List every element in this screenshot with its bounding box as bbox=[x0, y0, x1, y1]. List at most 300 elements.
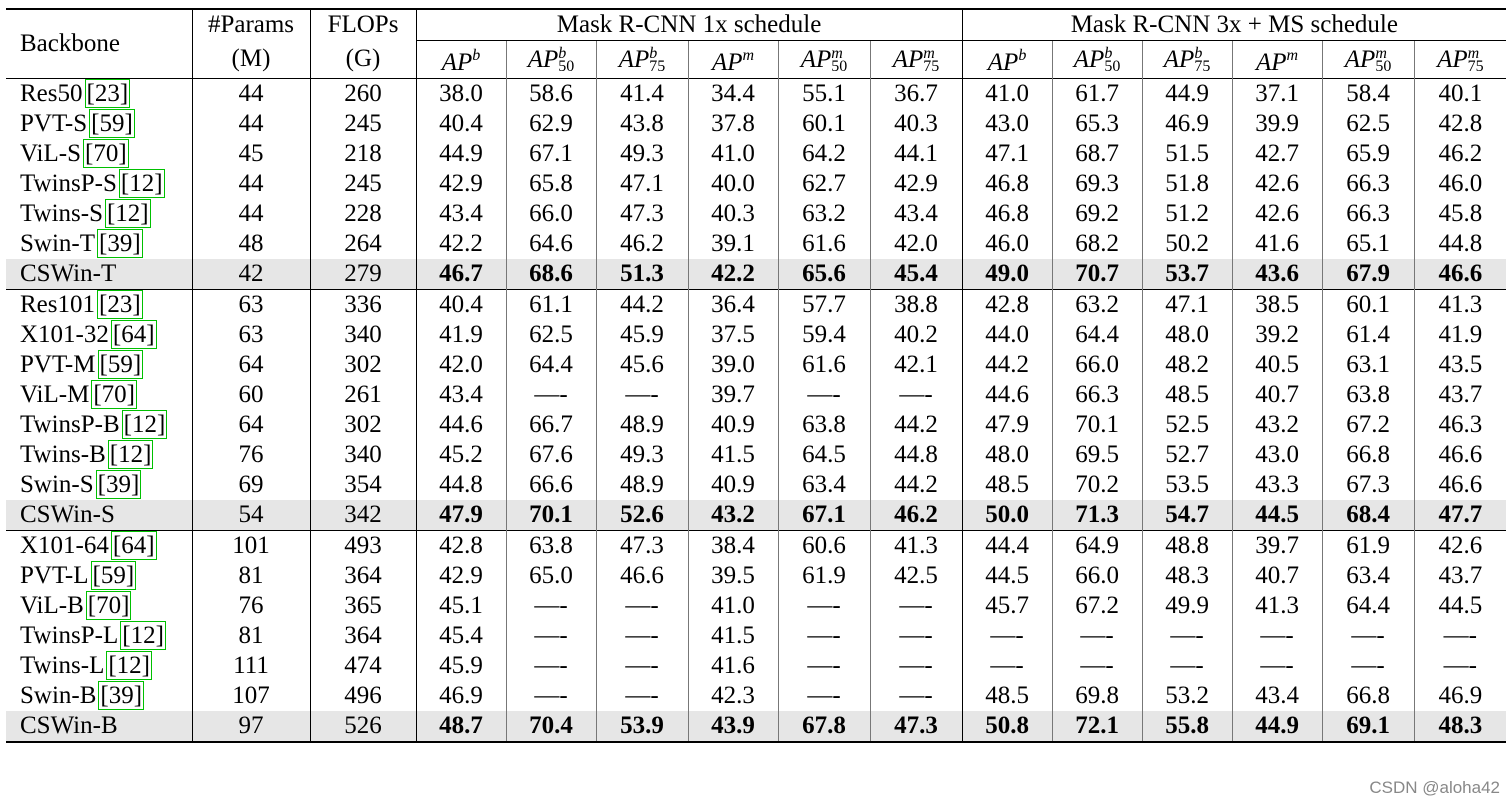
header-row-2 bbox=[6, 41, 1506, 79]
metric-cell: —- bbox=[1414, 651, 1506, 681]
metric-cell: 46.6 bbox=[1414, 440, 1506, 470]
metric-cell: —- bbox=[596, 651, 688, 681]
table-row bbox=[6, 199, 1506, 229]
metric-cell: 42.6 bbox=[1414, 531, 1506, 562]
table-row-highlight bbox=[6, 259, 1506, 290]
table-row bbox=[6, 470, 1506, 500]
metric-cell: 47.1 bbox=[985, 140, 1029, 167]
metric-cell: 51.5 bbox=[1142, 139, 1232, 169]
params-unit: (M) bbox=[192, 41, 310, 79]
metric-cell: 50.0 bbox=[962, 500, 1052, 531]
metric-cell: 42.0 bbox=[439, 351, 483, 378]
metric-cell: 40.1 bbox=[1414, 79, 1506, 110]
metric-cell: 44.2 bbox=[985, 351, 1029, 378]
metric-cell: 55.1 bbox=[778, 79, 870, 110]
params-cell: 64 bbox=[192, 350, 310, 380]
params-cell: 64 bbox=[192, 410, 310, 440]
table-row bbox=[6, 410, 1506, 440]
metric-cell: 42.9 bbox=[870, 169, 962, 199]
metric-cell: 45.1 bbox=[439, 592, 483, 619]
table-row bbox=[6, 109, 1506, 139]
metric-cell: 63.8 bbox=[778, 410, 870, 440]
metric-cell: 69.8 bbox=[1052, 681, 1142, 711]
metric-cell: 44.1 bbox=[870, 139, 962, 169]
metric-cell: 57.7 bbox=[778, 290, 870, 321]
flops-cell: 218 bbox=[310, 139, 416, 169]
citation-link[interactable]: [64] bbox=[112, 321, 155, 348]
metric-cell: 46.9 bbox=[1414, 681, 1506, 711]
metric-cell: 44.5 bbox=[1414, 591, 1506, 621]
params-cell: 81 bbox=[192, 561, 310, 591]
metric-cell: 58.4 bbox=[1322, 79, 1414, 110]
metric-cell: 66.8 bbox=[1322, 440, 1414, 470]
citation-link[interactable]: [23] bbox=[99, 291, 141, 318]
metric-cell: 43.4 bbox=[439, 200, 483, 227]
metric-cell: —- bbox=[506, 591, 596, 621]
flops-cell: 354 bbox=[310, 470, 416, 500]
metric-cell: 64.4 bbox=[1052, 320, 1142, 350]
metric-cell: 43.4 bbox=[870, 199, 962, 229]
backbone-cell bbox=[6, 259, 192, 290]
metric-cell: 68.4 bbox=[1322, 500, 1414, 531]
metric-cell: 44.9 bbox=[1142, 79, 1232, 110]
metric-supsub bbox=[649, 44, 666, 75]
metric-cell: 68.2 bbox=[1052, 229, 1142, 259]
metric-cell: 40.3 bbox=[688, 199, 778, 229]
citation-link[interactable]: [70] bbox=[85, 140, 127, 167]
citation-link[interactable]: [12] bbox=[108, 652, 151, 679]
metric-cell: 39.7 bbox=[688, 380, 778, 410]
metric-cell: 67.2 bbox=[1322, 410, 1414, 440]
metric-sup: m bbox=[742, 47, 755, 64]
metric-cell: 65.9 bbox=[1322, 139, 1414, 169]
metric-cell: 46.3 bbox=[1414, 410, 1506, 440]
metric-cell: 41.9 bbox=[439, 321, 483, 348]
metric-cell: 39.5 bbox=[688, 561, 778, 591]
metric-cell: 70.1 bbox=[1052, 410, 1142, 440]
citation-link[interactable]: [59] bbox=[92, 562, 135, 589]
params-cell: 54 bbox=[192, 500, 310, 531]
metric-cell: —- bbox=[1052, 621, 1142, 651]
metric-header bbox=[416, 41, 506, 79]
metric-cell: 51.8 bbox=[1142, 169, 1232, 199]
metric-sup: b bbox=[1104, 44, 1113, 62]
metric-cell: 42.6 bbox=[1232, 169, 1322, 199]
backbone-name: PVT-S bbox=[20, 110, 88, 137]
backbone-cell bbox=[6, 470, 192, 500]
metric-cell: 67.6 bbox=[506, 440, 596, 470]
metric-cell: 64.6 bbox=[506, 229, 596, 259]
params-cell: 63 bbox=[192, 320, 310, 350]
table-row bbox=[6, 139, 1506, 169]
metric-cell: 67.3 bbox=[1322, 470, 1414, 500]
metric-cell: 66.8 bbox=[1322, 681, 1414, 711]
flops-cell: 474 bbox=[310, 651, 416, 681]
metric-cell: 69.5 bbox=[1052, 440, 1142, 470]
backbone-cell bbox=[6, 681, 192, 711]
metric-cell: 60.1 bbox=[778, 109, 870, 139]
metric-cell: 63.2 bbox=[1052, 290, 1142, 321]
metric-cell: 46.6 bbox=[1414, 259, 1506, 290]
metric-cell: 65.6 bbox=[778, 259, 870, 290]
metric-cell: 42.1 bbox=[870, 350, 962, 380]
metric-cell: 44.6 bbox=[439, 411, 483, 438]
backbone-name: PVT-L bbox=[20, 562, 89, 589]
metric-cell: —- bbox=[1052, 651, 1142, 681]
flops-cell: 364 bbox=[310, 621, 416, 651]
metric-cell: 47.9 bbox=[985, 411, 1029, 438]
params-cell: 69 bbox=[192, 470, 310, 500]
metric-cell: 38.0 bbox=[416, 79, 506, 110]
metric-cell: 44.9 bbox=[1232, 711, 1322, 742]
metric-cell: 68.7 bbox=[1052, 139, 1142, 169]
params-cell: 97 bbox=[192, 711, 310, 742]
metric-cell: 45.6 bbox=[596, 350, 688, 380]
citation-link[interactable]: [39] bbox=[100, 682, 143, 709]
metric-cell: 69.3 bbox=[1052, 169, 1142, 199]
table-row bbox=[6, 651, 1506, 681]
flops-cell: 302 bbox=[310, 410, 416, 440]
metric-cell: 43.6 bbox=[1232, 259, 1322, 290]
backbone-cell bbox=[6, 350, 192, 380]
metric-cell: 66.3 bbox=[1052, 380, 1142, 410]
metric-cell: 43.0 bbox=[985, 110, 1029, 137]
metric-cell: 54.7 bbox=[1142, 500, 1232, 531]
metric-header bbox=[688, 41, 778, 79]
backbone-name: TwinsP-B bbox=[20, 411, 120, 438]
table-row bbox=[6, 79, 1506, 110]
metric-cell: 42.7 bbox=[1232, 139, 1322, 169]
metric-header bbox=[1322, 41, 1414, 79]
backbone-name: Twins-B bbox=[20, 441, 106, 468]
metric-supsub bbox=[1467, 44, 1484, 75]
citation-link[interactable]: [12] bbox=[122, 622, 164, 649]
metric-cell: 40.2 bbox=[870, 320, 962, 350]
header-row-1 bbox=[6, 9, 1506, 41]
params-cell: 44 bbox=[192, 199, 310, 229]
metric-cell: 49.3 bbox=[596, 440, 688, 470]
metric-cell: —- bbox=[870, 591, 962, 621]
table-row bbox=[6, 681, 1506, 711]
citation-link[interactable]: [64] bbox=[112, 532, 155, 559]
metric-cell: —- bbox=[1232, 651, 1322, 681]
metric-cell: 40.9 bbox=[688, 470, 778, 500]
metric-cell: 64.4 bbox=[1322, 591, 1414, 621]
metric-base: AP bbox=[892, 45, 924, 73]
metric-cell: 51.2 bbox=[1142, 199, 1232, 229]
metric-cell: 47.1 bbox=[1142, 290, 1232, 321]
metric-sup: b bbox=[649, 44, 658, 62]
metric-base: AP bbox=[987, 49, 1019, 76]
table-row bbox=[6, 440, 1506, 470]
metric-cell: 36.7 bbox=[870, 79, 962, 110]
metric-sup: b bbox=[1194, 44, 1203, 62]
backbone-cell bbox=[6, 169, 192, 199]
metric-sup: b bbox=[472, 47, 481, 64]
flops-cell: 493 bbox=[310, 531, 416, 562]
metric-cell: 44.9 bbox=[439, 140, 483, 167]
metric-cell: 40.5 bbox=[1232, 350, 1322, 380]
flops-cell: 279 bbox=[310, 259, 416, 290]
metric-cell: 62.9 bbox=[506, 109, 596, 139]
metric-cell: 41.5 bbox=[688, 440, 778, 470]
flops-cell: 526 bbox=[310, 711, 416, 742]
metric-sub: 75 bbox=[1194, 57, 1211, 75]
table-row bbox=[6, 621, 1506, 651]
table-row-highlight bbox=[6, 500, 1506, 531]
backbone-name: Swin-T bbox=[20, 230, 95, 257]
metric-cell: 65.0 bbox=[506, 561, 596, 591]
metric-cell: 43.3 bbox=[1232, 470, 1322, 500]
metric-cell: 66.3 bbox=[1322, 199, 1414, 229]
metric-cell: 48.5 bbox=[985, 471, 1029, 498]
params-header: #Params bbox=[192, 9, 310, 41]
metric-cell: —- bbox=[1232, 621, 1322, 651]
citation-link[interactable]: [12] bbox=[109, 441, 152, 468]
metric-cell: 60.6 bbox=[778, 531, 870, 562]
metric-cell: 63.4 bbox=[1322, 561, 1414, 591]
metric-cell: 64.4 bbox=[506, 350, 596, 380]
metric-cell: 40.9 bbox=[688, 410, 778, 440]
metric-cell: 49.9 bbox=[1142, 591, 1232, 621]
flops-cell: 245 bbox=[310, 169, 416, 199]
table-row bbox=[6, 380, 1506, 410]
metric-cell: 46.2 bbox=[596, 229, 688, 259]
metric-cell: 44.5 bbox=[985, 562, 1029, 589]
metric-sup: m bbox=[1286, 47, 1299, 64]
backbone-cell bbox=[6, 199, 192, 229]
citation-link[interactable]: [12] bbox=[120, 170, 163, 197]
metric-cell: 43.7 bbox=[1414, 561, 1506, 591]
metric-cell: —- bbox=[596, 380, 688, 410]
citation-link[interactable]: [59] bbox=[99, 351, 142, 378]
metric-cell: 44.8 bbox=[870, 440, 962, 470]
metric-cell: —- bbox=[506, 380, 596, 410]
metric-cell: 46.0 bbox=[1414, 169, 1506, 199]
table-row bbox=[6, 591, 1506, 621]
backbone-name: TwinsP-S bbox=[20, 170, 117, 197]
metric-cell: 45.4 bbox=[870, 259, 962, 290]
metric-cell: 46.8 bbox=[985, 200, 1029, 227]
metric-cell: 58.6 bbox=[506, 79, 596, 110]
metric-cell: 43.2 bbox=[688, 500, 778, 531]
citation-link[interactable]: [12] bbox=[106, 200, 149, 227]
backbone-name: Res101 bbox=[20, 291, 95, 318]
backbone-cell bbox=[6, 561, 192, 591]
metric-cell: 70.1 bbox=[506, 500, 596, 531]
table-body bbox=[6, 79, 1506, 743]
table-row bbox=[6, 290, 1506, 321]
metric-cell: 48.5 bbox=[1142, 380, 1232, 410]
metric-cell: 53.7 bbox=[1142, 259, 1232, 290]
metric-sub: 50 bbox=[1104, 57, 1121, 75]
metric-cell: 41.3 bbox=[870, 531, 962, 562]
backbone-cell bbox=[6, 440, 192, 470]
params-cell: 48 bbox=[192, 229, 310, 259]
metric-cell: 45.4 bbox=[439, 622, 483, 649]
citation-link[interactable]: [70] bbox=[93, 381, 135, 408]
table-row bbox=[6, 531, 1506, 562]
metric-cell: 70.7 bbox=[1052, 259, 1142, 290]
metric-sub: 50 bbox=[558, 57, 575, 75]
params-cell: 44 bbox=[192, 169, 310, 199]
metric-cell: 49.0 bbox=[962, 259, 1052, 290]
metric-cell: 52.7 bbox=[1142, 440, 1232, 470]
metric-base: AP bbox=[1344, 45, 1376, 73]
metric-cell: —- bbox=[1414, 621, 1506, 651]
flops-cell: 340 bbox=[310, 440, 416, 470]
metric-cell: 42.5 bbox=[870, 561, 962, 591]
flops-cell: 261 bbox=[310, 380, 416, 410]
metric-cell: 41.6 bbox=[1232, 229, 1322, 259]
backbone-name: Swin-B bbox=[20, 682, 97, 709]
metric-cell: 42.8 bbox=[416, 531, 506, 562]
backbone-cell bbox=[6, 229, 192, 259]
metric-cell: 48.7 bbox=[416, 711, 506, 742]
metric-cell: 43.4 bbox=[1232, 681, 1322, 711]
metric-cell: —- bbox=[870, 380, 962, 410]
flops-cell: 364 bbox=[310, 561, 416, 591]
metric-cell: 40.7 bbox=[1232, 561, 1322, 591]
flops-cell: 264 bbox=[310, 229, 416, 259]
metric-base: AP bbox=[1256, 49, 1287, 76]
metric-cell: 67.8 bbox=[778, 711, 870, 742]
metric-cell: 46.8 bbox=[985, 170, 1029, 197]
metric-cell: 41.0 bbox=[962, 79, 1052, 110]
metric-cell: 47.7 bbox=[1414, 500, 1506, 531]
metric-cell: 47.3 bbox=[596, 531, 688, 562]
flops-cell: 228 bbox=[310, 199, 416, 229]
params-cell: 76 bbox=[192, 440, 310, 470]
metric-cell: 67.9 bbox=[1322, 259, 1414, 290]
flops-cell: 365 bbox=[310, 591, 416, 621]
flops-unit: (G) bbox=[310, 41, 416, 79]
metric-cell: —- bbox=[1142, 621, 1232, 651]
results-table bbox=[6, 8, 1506, 743]
metric-cell: 46.0 bbox=[985, 230, 1029, 257]
metric-cell: 53.5 bbox=[1142, 470, 1232, 500]
metric-cell: 39.1 bbox=[688, 229, 778, 259]
metric-cell: 52.5 bbox=[1142, 410, 1232, 440]
metric-cell: 67.1 bbox=[778, 500, 870, 531]
citation-link[interactable]: [70] bbox=[87, 592, 130, 619]
backbone-name: Twins-S bbox=[20, 200, 103, 227]
metric-cell: 52.6 bbox=[596, 500, 688, 531]
metric-cell: —- bbox=[990, 622, 1024, 649]
metric-cell: 48.3 bbox=[1142, 561, 1232, 591]
citation-link[interactable]: [39] bbox=[97, 471, 140, 498]
metric-cell: 37.1 bbox=[1232, 79, 1322, 110]
flops-cell: 245 bbox=[310, 109, 416, 139]
metric-cell: 53.2 bbox=[1142, 681, 1232, 711]
table-row bbox=[6, 320, 1506, 350]
backbone-name: ViL-S bbox=[20, 140, 81, 167]
metric-cell: 63.2 bbox=[778, 199, 870, 229]
metric-cell: 48.0 bbox=[1142, 320, 1232, 350]
metric-supsub bbox=[1194, 44, 1211, 75]
metric-cell: 55.8 bbox=[1142, 711, 1232, 742]
flops-cell: 336 bbox=[310, 290, 416, 321]
metric-cell: 53.9 bbox=[596, 711, 688, 742]
metric-cell: 48.5 bbox=[985, 682, 1029, 709]
metric-cell: 48.3 bbox=[1414, 711, 1506, 742]
metric-supsub bbox=[831, 44, 848, 75]
metric-sup: b bbox=[1018, 47, 1027, 64]
metric-cell: 37.8 bbox=[688, 109, 778, 139]
citation-link[interactable]: [23] bbox=[86, 80, 129, 107]
metric-cell: 43.4 bbox=[439, 381, 483, 408]
metric-cell: 64.5 bbox=[778, 440, 870, 470]
metric-cell: 44.5 bbox=[1232, 500, 1322, 531]
metric-base: AP bbox=[527, 45, 559, 73]
metric-cell: 42.2 bbox=[688, 259, 778, 290]
metric-cell: —- bbox=[506, 621, 596, 651]
backbone-cell bbox=[6, 79, 192, 110]
metric-sup: m bbox=[1375, 44, 1387, 62]
metric-cell: 41.6 bbox=[688, 651, 778, 681]
citation-link[interactable]: [12] bbox=[123, 411, 166, 438]
metric-cell: 42.3 bbox=[688, 681, 778, 711]
backbone-cell bbox=[6, 651, 192, 681]
metric-cell: 66.6 bbox=[506, 470, 596, 500]
params-cell: 45 bbox=[192, 139, 310, 169]
metric-cell: 46.7 bbox=[416, 259, 506, 290]
metric-cell: 42.9 bbox=[439, 562, 483, 589]
metric-cell: 61.9 bbox=[778, 561, 870, 591]
metric-cell: 45.9 bbox=[439, 652, 483, 679]
backbone-name: X101-64 bbox=[20, 532, 109, 559]
metric-cell: 50.2 bbox=[1142, 229, 1232, 259]
metric-supsub bbox=[1104, 44, 1121, 75]
metric-cell: 66.0 bbox=[1052, 350, 1142, 380]
metric-cell: 44.4 bbox=[962, 531, 1052, 562]
backbone-name: TwinsP-L bbox=[20, 622, 119, 649]
metric-cell: 48.2 bbox=[1142, 350, 1232, 380]
metric-base: AP bbox=[1437, 45, 1468, 73]
metric-cell: 42.8 bbox=[1414, 109, 1506, 139]
params-cell: 44 bbox=[192, 109, 310, 139]
metric-cell: —- bbox=[1322, 621, 1414, 651]
metric-cell: —- bbox=[778, 621, 870, 651]
table-row bbox=[6, 229, 1506, 259]
backbone-cell bbox=[6, 591, 192, 621]
metric-cell: 69.1 bbox=[1322, 711, 1414, 742]
metric-cell: 43.8 bbox=[596, 109, 688, 139]
metric-cell: 40.4 bbox=[439, 110, 483, 137]
metric-cell: 63.8 bbox=[1322, 380, 1414, 410]
params-cell: 44 bbox=[192, 79, 310, 110]
metric-cell: 48.8 bbox=[1142, 531, 1232, 562]
metric-cell: 46.2 bbox=[1414, 139, 1506, 169]
metric-cell: 47.3 bbox=[596, 199, 688, 229]
metric-cell: 46.9 bbox=[439, 682, 483, 709]
metric-base: AP bbox=[618, 45, 650, 73]
metric-cell: —- bbox=[870, 651, 962, 681]
citation-link[interactable]: [59] bbox=[91, 110, 133, 137]
params-cell: 101 bbox=[192, 531, 310, 562]
backbone-name: Res50 bbox=[20, 80, 83, 107]
params-cell: 42 bbox=[192, 259, 310, 290]
citation-link[interactable]: [39] bbox=[99, 230, 141, 257]
metric-sub: 50 bbox=[1375, 57, 1392, 75]
metric-sup: m bbox=[923, 44, 935, 62]
metric-cell: —- bbox=[990, 652, 1024, 679]
backbone-cell bbox=[6, 139, 192, 169]
backbone-name: ViL-B bbox=[20, 592, 84, 619]
metric-cell: 40.4 bbox=[416, 290, 506, 321]
metric-cell: —- bbox=[1142, 651, 1232, 681]
metric-cell: 69.2 bbox=[1052, 199, 1142, 229]
